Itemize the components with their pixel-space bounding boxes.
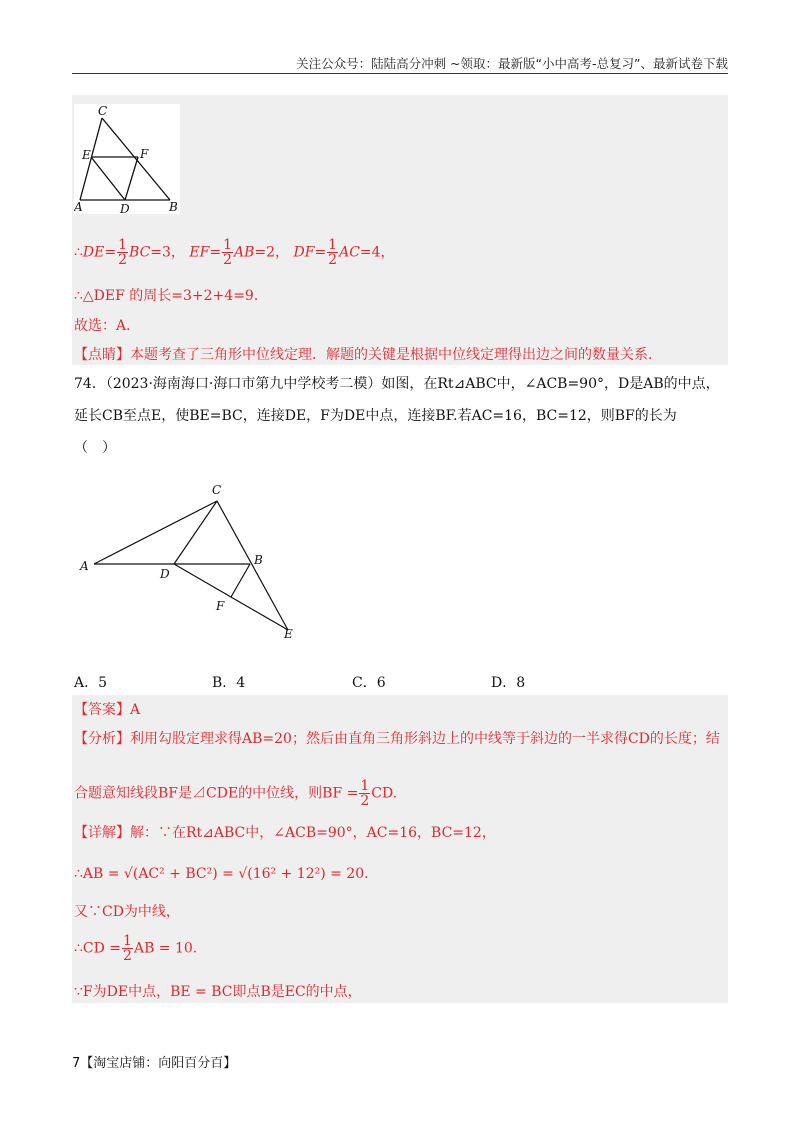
figure-1-box [74, 104, 180, 214]
figure-2-box [78, 480, 304, 642]
label-d: D [120, 202, 130, 214]
page-footer: 7【淘宝店铺：向阳百分百】 [72, 1056, 237, 1071]
label-f: F [140, 147, 149, 161]
header-rule [72, 73, 728, 74]
question-line1: 74．（2023·海南海口·海口市第九中学校考二模）如图，在Rt⊿ABC中，∠ACB=90°，D是AB的中点， [74, 376, 720, 392]
detail-line1: 【详解】解：∵在Rt⊿ABC中，∠ACB=90°，AC=16，BC=12， [74, 825, 496, 841]
analysis-line1: 【分析】利用勾股定理求得AB=20；然后由直角三角形斜边上的中线等于斜边的一半求得CD的长度；结 [74, 731, 720, 747]
label-b2: B [254, 553, 263, 567]
label-b: B [169, 200, 178, 214]
option-b: B．4 [212, 675, 246, 691]
analysis-line2: 合题意知线段BF是⊿CDE的中位线，则BF = $\frac{1}{2}$ CD. [74, 778, 398, 809]
question-line3: （ ） [74, 440, 116, 456]
answer-line: 【答案】A [74, 702, 141, 718]
label-a: A [74, 200, 83, 214]
option-c: C．6 [352, 675, 386, 691]
label-c2: C [212, 483, 222, 497]
page-header: 关注公众号：陆陆高分冲刺 ~领取：最新版“小中高考-总复习”、最新试卷下载 [296, 56, 728, 71]
right-triangle-figure [78, 480, 304, 642]
option-a: A．5 [74, 675, 108, 691]
detail-line4: ∴CD = $\frac{1}{2}$ AB = 10. [74, 933, 198, 964]
label-d2: D [160, 567, 170, 581]
label-e2: E [284, 627, 293, 641]
label-f2: F [216, 599, 225, 613]
prev-solution-note: 【点睛】本题考查了三角形中位线定理．解题的关键是根据中位线定理得出边之间的数量关系． [74, 347, 662, 363]
label-a2: A [80, 559, 89, 573]
detail-line2: ∴AB = √(AC² + BC²) = √(16² + 12²) = 20. [74, 866, 369, 882]
prev-solution-line2: ∴△DEF 的周长=3+2+4=9． [74, 288, 268, 304]
option-d: D．8 [491, 675, 526, 691]
detail-line5: ∵F为DE中点，BE = BC即点B是EC的中点， [74, 984, 362, 1000]
triangle-midpoints-figure [74, 104, 180, 214]
label-e: E [82, 148, 91, 162]
prev-solution-line1: ∴DE= $\frac{1}{2}$ BC=3， EF= $\frac{1}{2}$ AB=2， DF= $\frac{1}{2}$ AC=4， [74, 237, 395, 268]
detail-line3: 又∵CD为中线， [74, 904, 180, 920]
prev-solution-line3: 故选：A． [74, 318, 141, 334]
question-line2: 延长CB至点E，使BE=BC，连接DE，F为DE中点，连接BF.若AC=16，BC=12，则BF的长为 [74, 408, 677, 424]
label-c: C [98, 104, 108, 118]
